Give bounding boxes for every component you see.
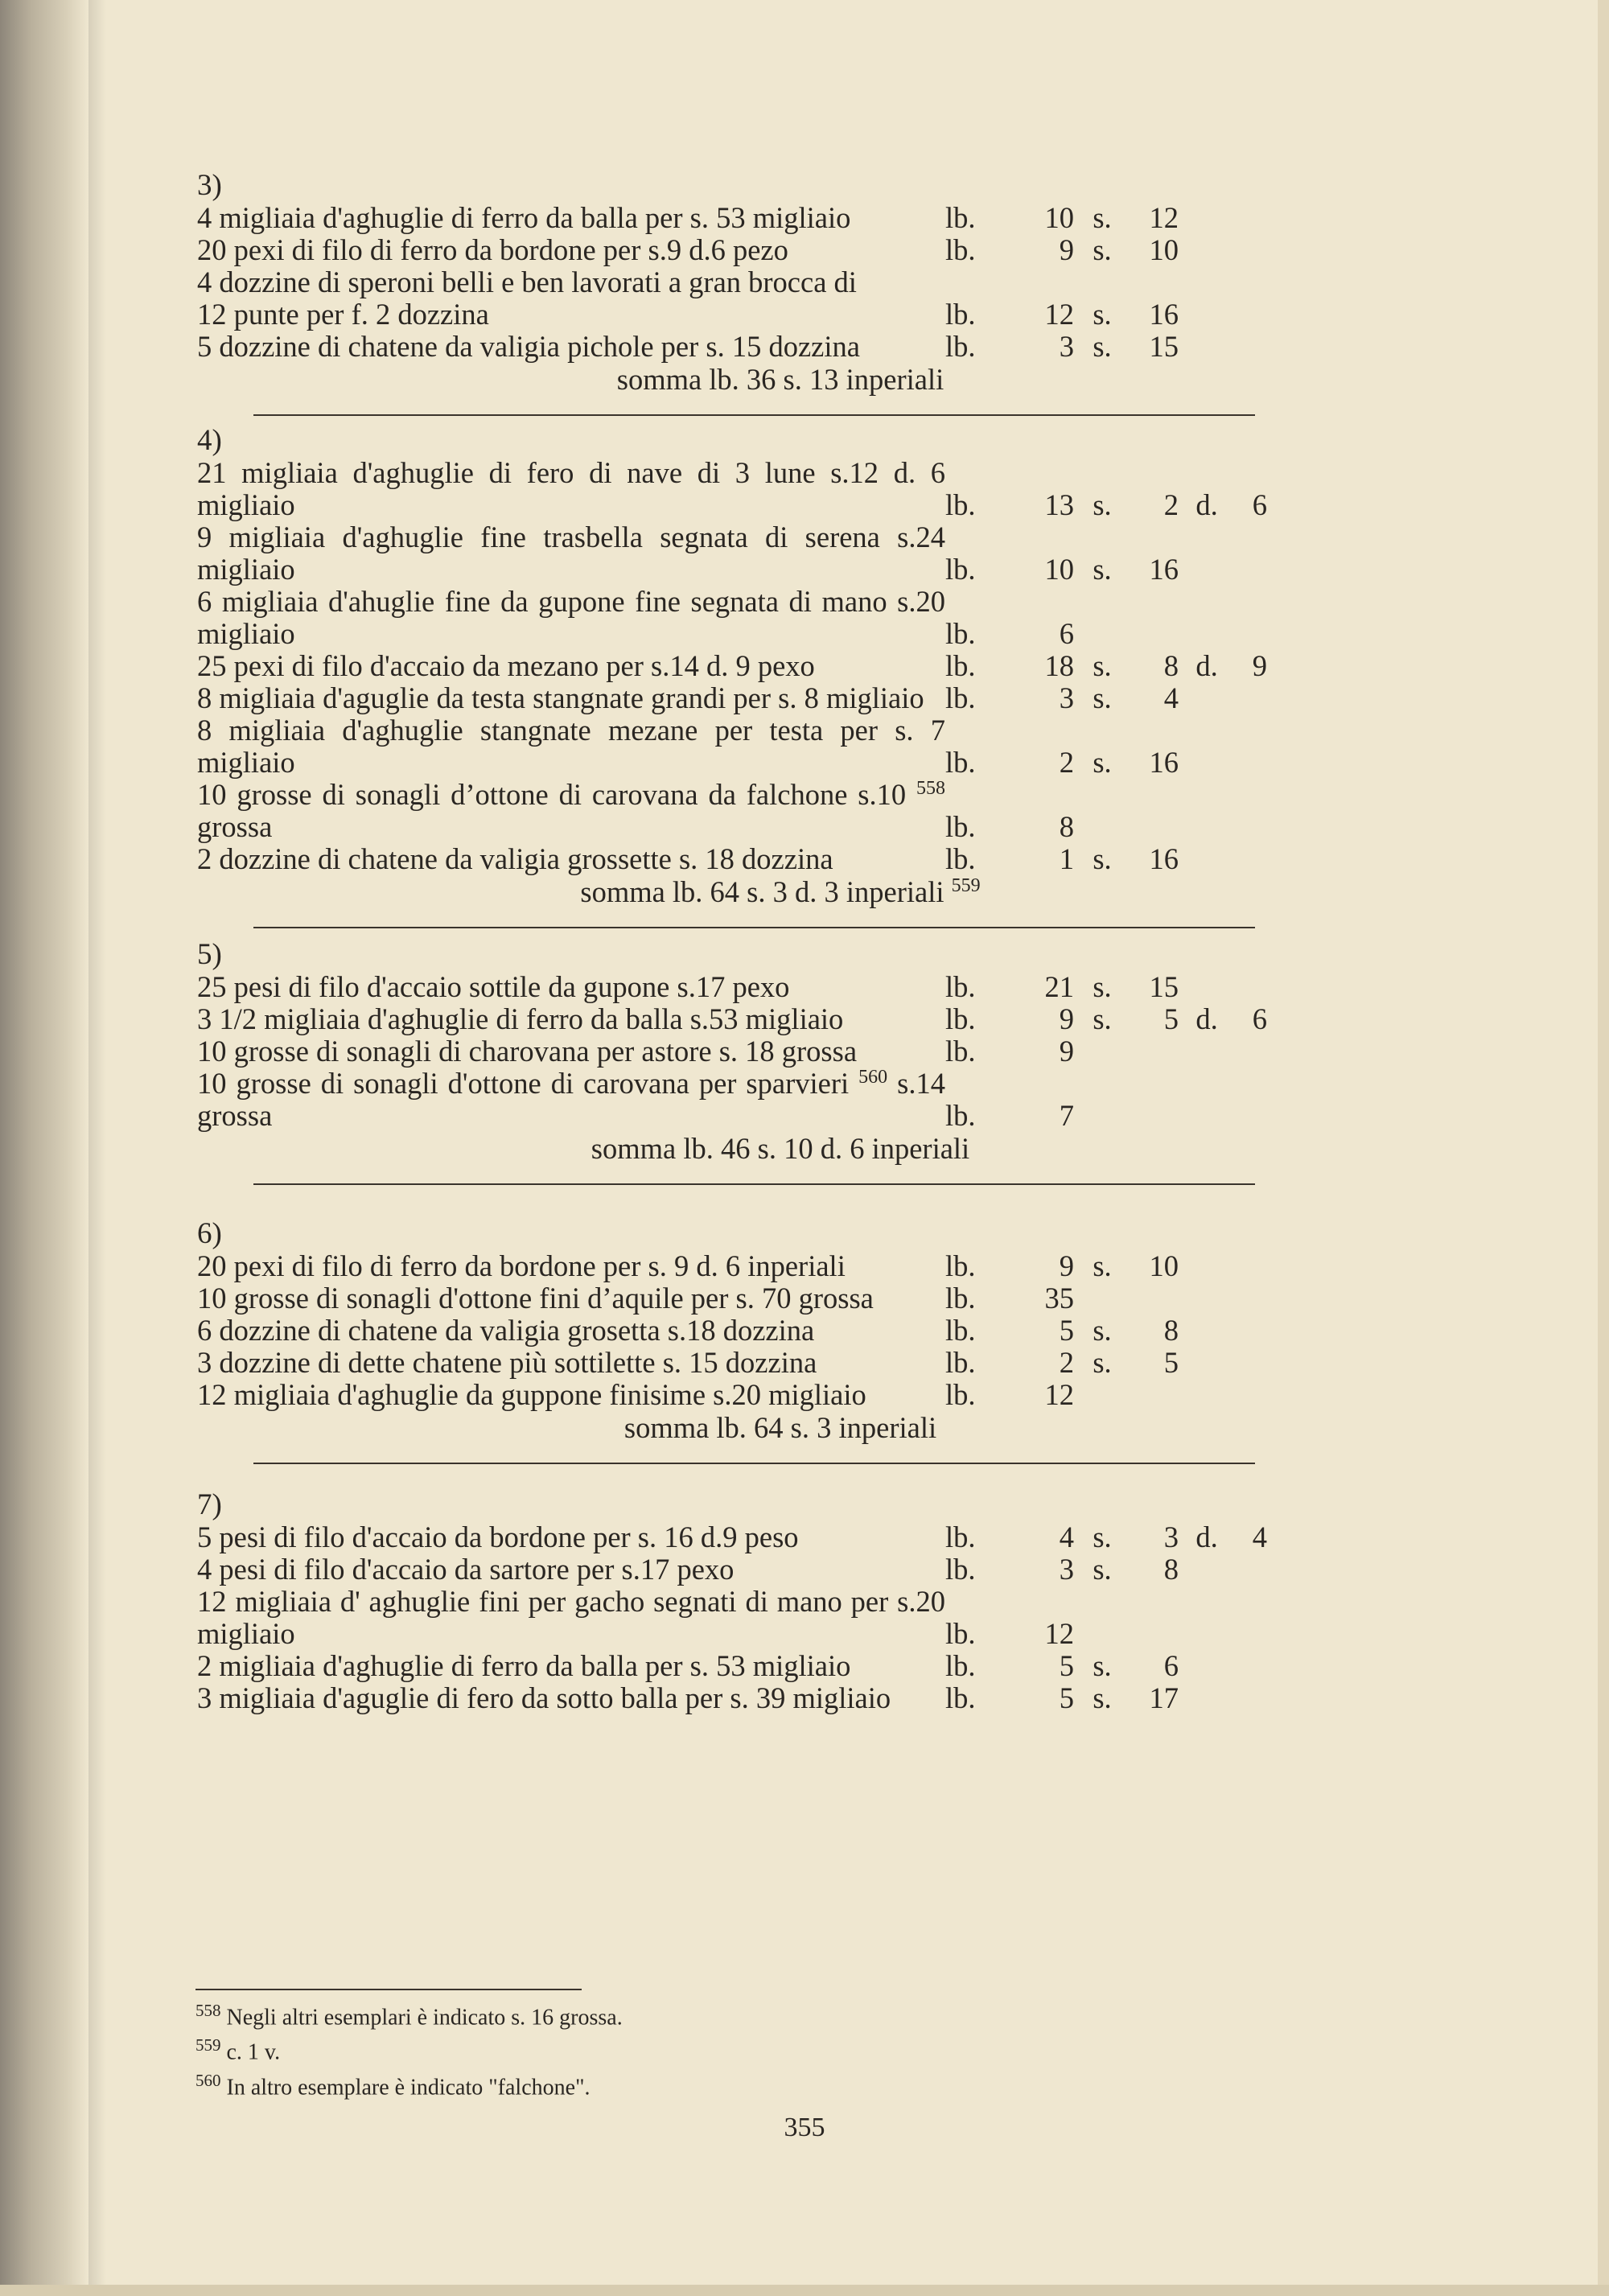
entry-amount — [945, 650, 1267, 682]
entry-list — [197, 1521, 1267, 1714]
entry-amount — [945, 618, 1267, 650]
entry-amount — [945, 1315, 1267, 1347]
entry-description: 2 migliaia d'aghuglie di ferro da balla per s. 53 migliaio — [197, 1649, 851, 1682]
entry-description: 10 grosse di sonagli d'ottone di carovana per sparvieri $^{560}$ s.14 grossa — [197, 1066, 945, 1132]
entry-amount — [945, 1682, 1267, 1714]
lira-unit: lb. — [945, 298, 976, 331]
page-number: 355 — [784, 2113, 825, 2142]
soldi-value — [1130, 1282, 1179, 1315]
denari-unit — [1179, 1650, 1235, 1682]
soldi-value: 10 — [1149, 1249, 1179, 1282]
footnote-number: 558 — [195, 2001, 221, 2020]
soldi-value: 16 — [1149, 842, 1179, 875]
section-rule — [253, 1183, 1255, 1185]
lira-value: 21 — [1044, 970, 1074, 1003]
ledger-entry — [197, 1347, 1267, 1379]
denari-value — [1235, 1618, 1267, 1650]
denari-unit — [1179, 618, 1235, 650]
ledger-entry — [197, 1315, 1267, 1347]
entry-list — [197, 457, 1267, 875]
entry-description: 4 dozzine di speroni belli e ben lavorati a gran brocca di — [197, 265, 857, 298]
ledger-entry — [197, 457, 1267, 521]
lira-value: 5 — [1059, 1681, 1074, 1714]
soldi-unit — [1074, 811, 1130, 843]
entry-description: 10 grosse di sonagli di charovana per astore s. 18 grossa — [197, 1035, 858, 1068]
denari-value — [1235, 1315, 1267, 1347]
ledger-entry — [197, 521, 1267, 586]
ledger-entry — [197, 1379, 1267, 1411]
entry-list — [197, 1250, 1267, 1411]
section-number: 7) — [197, 1488, 222, 1521]
entry-description: 12 migliaia d'aghuglie da guppone finisime s.20 migliaio — [197, 1378, 866, 1411]
lira-value: 3 — [1059, 1553, 1074, 1586]
denari-unit — [1179, 1250, 1235, 1282]
ledger-entry — [197, 202, 1267, 234]
footnote-ref: 560 — [858, 1066, 888, 1088]
footnote-number: 560 — [195, 2070, 221, 2090]
entry-amount — [945, 1650, 1267, 1682]
entry-description: 20 pexi di filo di ferro da bordone per s. 9 d. 6 inperiali — [197, 1249, 846, 1282]
entry-amount — [945, 298, 1267, 331]
soldi-unit — [1074, 618, 1130, 650]
section-total: somma lb. 64 s. 3 d. 3 inperiali $^{559}$ — [580, 874, 981, 908]
entry-description: 12 migliaia d' aghuglie fini per gacho segnati di mano per s.20 migliaio — [197, 1585, 945, 1650]
entry-amount — [945, 1553, 1267, 1586]
lira-unit: lb. — [945, 1553, 976, 1586]
lira-value: 12 — [1044, 298, 1074, 331]
denari-unit — [1179, 1100, 1235, 1132]
soldi-unit: s. — [1093, 649, 1112, 682]
section-total: somma lb. 36 s. 13 inperiali — [616, 363, 944, 396]
denari-value — [1235, 1100, 1267, 1132]
page-edge-right — [1598, 0, 1609, 2296]
denari-value — [1235, 1347, 1267, 1379]
ledger-entry — [197, 1250, 1267, 1282]
lira-value: 12 — [1044, 1617, 1074, 1650]
denari-unit — [1179, 971, 1235, 1003]
entry-description: 3 1/2 migliaia d'aghuglie di ferro da balla s.53 migliaio — [197, 1002, 844, 1035]
entry-amount — [945, 843, 1267, 875]
soldi-unit — [1074, 1618, 1130, 1650]
section-total: somma lb. 46 s. 10 d. 6 inperiali — [591, 1132, 970, 1165]
soldi-value: 17 — [1149, 1681, 1179, 1714]
entry-description: 5 pesi di filo d'accaio da bordone per s. 16 d.9 peso — [197, 1520, 799, 1553]
denari-unit: d. — [1195, 488, 1218, 521]
soldi-value: 16 — [1149, 553, 1179, 586]
denari-unit — [1179, 553, 1235, 586]
ledger-entry — [197, 682, 1267, 714]
denari-value — [1235, 553, 1267, 586]
entry-amount — [945, 234, 1267, 266]
soldi-value: 8 — [1163, 649, 1179, 682]
entry-description: 21 migliaia d'aghuglie di fero di nave di 3 lune s.12 d. 6 migliaio — [197, 456, 945, 521]
footnote-ref: 559 — [951, 874, 981, 896]
soldi-value: 8 — [1163, 1314, 1179, 1347]
lira-unit: lb. — [945, 1249, 976, 1282]
page-fold-shadow — [88, 0, 106, 2296]
lira-unit: lb. — [945, 553, 976, 586]
footnotes — [195, 1997, 623, 2101]
entry-list — [197, 202, 1267, 363]
footnote-text: Negli altri esemplari è indicato s. 16 grossa. — [220, 2005, 623, 2031]
ledger-entry — [197, 1586, 1267, 1650]
denari-unit: d. — [1195, 1520, 1218, 1553]
lira-unit: lb. — [945, 842, 976, 875]
footnote — [195, 2067, 623, 2101]
section-rule — [253, 927, 1255, 928]
soldi-value: 5 — [1163, 1346, 1179, 1379]
lira-unit: lb. — [945, 1617, 976, 1650]
soldi-unit: s. — [1093, 1346, 1112, 1379]
denari-value — [1235, 234, 1267, 266]
section-rule — [253, 414, 1255, 416]
lira-unit: lb. — [945, 681, 976, 714]
denari-value — [1235, 618, 1267, 650]
section-number: 6) — [197, 1217, 222, 1250]
ledger-entry — [197, 779, 1267, 843]
ledger-entry — [197, 586, 1267, 650]
denari-unit — [1179, 234, 1235, 266]
ledger-entry — [197, 971, 1267, 1003]
lira-unit: lb. — [945, 1035, 976, 1068]
lira-value: 3 — [1059, 330, 1074, 363]
soldi-unit: s. — [1093, 970, 1112, 1003]
denari-value — [1235, 971, 1267, 1003]
section-total: somma lb. 64 s. 3 inperiali — [623, 1411, 937, 1444]
footnote-rule — [195, 1989, 582, 1990]
entry-description: 3 dozzine di dette chatene più sottilette s. 15 dozzina — [197, 1346, 817, 1379]
soldi-value: 15 — [1149, 970, 1179, 1003]
lira-value: 35 — [1044, 1282, 1074, 1315]
lira-value: 12 — [1044, 1378, 1074, 1411]
entry-amount — [945, 1618, 1267, 1650]
soldi-value — [1130, 1035, 1179, 1068]
lira-unit: lb. — [945, 649, 976, 682]
denari-unit — [1179, 843, 1235, 875]
soldi-value — [1130, 811, 1179, 843]
entry-description: 3 migliaia d'aguglie di fero da sotto balla per s. 39 migliaio — [197, 1681, 891, 1714]
ledger-entry — [197, 331, 1267, 363]
entry-description: 25 pexi di filo d'accaio da mezano per s.14 d. 9 pexo — [197, 649, 815, 682]
lira-value: 8 — [1059, 810, 1074, 843]
denari-unit: d. — [1195, 649, 1218, 682]
entry-amount — [945, 682, 1267, 714]
ledger-entry — [197, 843, 1267, 875]
entry-amount — [945, 1250, 1267, 1282]
entry-description: 8 migliaia d'aghuglie stangnate mezane per testa per s. 7 migliaio — [197, 714, 945, 779]
soldi-unit — [1074, 1100, 1130, 1132]
soldi-unit: s. — [1093, 681, 1112, 714]
denari-unit — [1179, 1347, 1235, 1379]
soldi-unit — [1074, 1282, 1130, 1315]
entry-amount — [945, 1100, 1267, 1132]
entry-description: 8 migliaia d'aguglie da testa stangnate grandi per s. 8 migliaio — [197, 681, 924, 714]
lira-unit: lb. — [945, 1282, 976, 1315]
soldi-value: 12 — [1149, 201, 1179, 234]
entry-amount — [945, 747, 1267, 779]
soldi-value: 8 — [1163, 1553, 1179, 1586]
denari-value — [1235, 1035, 1267, 1068]
denari-value — [1235, 747, 1267, 779]
ledger-section — [197, 1217, 1267, 1464]
denari-value: 6 — [1252, 488, 1267, 521]
lira-value: 10 — [1044, 201, 1074, 234]
ledger-entry — [197, 1521, 1267, 1553]
denari-unit — [1179, 682, 1235, 714]
denari-unit — [1179, 1379, 1235, 1411]
soldi-unit: s. — [1093, 1649, 1112, 1682]
entry-amount — [945, 202, 1267, 234]
entry-description: 4 pesi di filo d'accaio da sartore per s.17 pexo — [197, 1553, 735, 1586]
denari-value — [1235, 1379, 1267, 1411]
lira-unit: lb. — [945, 488, 976, 521]
soldi-value: 15 — [1149, 330, 1179, 363]
ledger-section — [197, 1488, 1267, 1714]
lira-value: 9 — [1059, 233, 1074, 266]
soldi-value: 10 — [1149, 233, 1179, 266]
denari-value — [1235, 202, 1267, 234]
denari-unit — [1179, 1553, 1235, 1586]
footnote-ref: 558 — [916, 777, 945, 799]
entry-description: 6 migliaia d'ahuglie fine da gupone fine segnata di mano s.20 migliaio — [197, 585, 945, 650]
denari-value — [1235, 843, 1267, 875]
footnote-number: 559 — [195, 2035, 221, 2055]
soldi-unit: s. — [1093, 842, 1112, 875]
ledger-entry — [197, 1068, 1267, 1132]
lira-unit: lb. — [945, 1314, 976, 1347]
lira-value: 18 — [1044, 649, 1074, 682]
denari-value — [1235, 298, 1267, 331]
lira-unit: lb. — [945, 1378, 976, 1411]
denari-unit — [1179, 811, 1235, 843]
section-number: 4) — [197, 424, 222, 457]
denari-value: 4 — [1252, 1520, 1267, 1553]
ledger-entry — [197, 650, 1267, 682]
section-rule — [253, 1463, 1255, 1464]
entry-amount — [945, 811, 1267, 843]
denari-value: 6 — [1252, 1002, 1267, 1035]
lira-value: 1 — [1059, 842, 1074, 875]
denari-value — [1235, 811, 1267, 843]
denari-unit — [1179, 1618, 1235, 1650]
book-gutter — [0, 0, 88, 2296]
soldi-value: 3 — [1163, 1520, 1179, 1553]
soldi-unit: s. — [1093, 746, 1112, 779]
ledger-section — [197, 169, 1267, 416]
lira-unit: lb. — [945, 746, 976, 779]
denari-value — [1235, 1250, 1267, 1282]
ledger-section — [197, 424, 1267, 928]
ledger-entry — [197, 1035, 1267, 1068]
soldi-unit: s. — [1093, 488, 1112, 521]
denari-unit — [1179, 331, 1235, 363]
entry-amount — [945, 1521, 1267, 1553]
lira-unit: lb. — [945, 1681, 976, 1714]
denari-unit: d. — [1195, 1002, 1218, 1035]
lira-value: 10 — [1044, 553, 1074, 586]
denari-unit — [1179, 298, 1235, 331]
soldi-unit: s. — [1093, 298, 1112, 331]
denari-value — [1235, 1553, 1267, 1586]
lira-value: 5 — [1059, 1649, 1074, 1682]
soldi-value — [1130, 1618, 1179, 1650]
entry-amount — [945, 1282, 1267, 1315]
lira-unit: lb. — [945, 1346, 976, 1379]
lira-unit: lb. — [945, 1099, 976, 1132]
soldi-value — [1130, 618, 1179, 650]
entry-description: 25 pesi di filo d'accaio sottile da gupone s.17 pexo — [197, 970, 790, 1003]
soldi-unit — [1074, 1035, 1130, 1068]
lira-unit: lb. — [945, 970, 976, 1003]
entry-amount — [945, 489, 1267, 521]
lira-value: 9 — [1059, 1249, 1074, 1282]
ledger-entry — [197, 1682, 1267, 1714]
denari-unit — [1179, 1035, 1235, 1068]
lira-value: 13 — [1044, 488, 1074, 521]
footnote — [195, 1997, 623, 2031]
soldi-unit: s. — [1093, 1314, 1112, 1347]
ledger-entry — [197, 1650, 1267, 1682]
denari-value: 9 — [1252, 649, 1267, 682]
soldi-value: 6 — [1163, 1649, 1179, 1682]
ledger-entry — [197, 266, 1267, 298]
lira-unit: lb. — [945, 201, 976, 234]
soldi-unit: s. — [1093, 1249, 1112, 1282]
lira-unit: lb. — [945, 810, 976, 843]
lira-value: 9 — [1059, 1002, 1074, 1035]
section-number: 3) — [197, 169, 222, 202]
entry-amount — [945, 331, 1267, 363]
entry-description: 10 grosse di sonagli d’ottone di carovana da falchone s.10 $^{558}$ grossa — [197, 777, 945, 843]
entry-list — [197, 971, 1267, 1132]
entry-amount — [945, 553, 1267, 586]
denari-value — [1235, 1282, 1267, 1315]
ledger-entry — [197, 298, 1267, 331]
entry-amount — [945, 971, 1267, 1003]
lira-value: 5 — [1059, 1314, 1074, 1347]
entry-amount — [945, 1347, 1267, 1379]
soldi-value: 5 — [1163, 1002, 1179, 1035]
denari-unit — [1179, 1315, 1235, 1347]
entry-description: 6 dozzine di chatene da valigia grosetta s.18 dozzina — [197, 1314, 815, 1347]
soldi-value: 16 — [1149, 298, 1179, 331]
entry-amount — [945, 1379, 1267, 1411]
lira-value: 7 — [1059, 1099, 1074, 1132]
footnote-text: c. 1 v. — [220, 2039, 281, 2065]
soldi-value — [1130, 1100, 1179, 1132]
entry-description: 4 migliaia d'aghuglie di ferro da balla per s. 53 migliaio — [197, 201, 851, 234]
lira-value: 4 — [1059, 1520, 1074, 1553]
lira-unit: lb. — [945, 617, 976, 650]
denari-unit — [1179, 747, 1235, 779]
entry-amount — [945, 1035, 1267, 1068]
denari-value — [1235, 1682, 1267, 1714]
entry-description: 20 pexi di filo di ferro da bordone per s.9 d.6 pezo — [197, 233, 788, 266]
footnote — [195, 2031, 623, 2066]
section-number: 5) — [197, 938, 222, 971]
ledger-entry — [197, 1282, 1267, 1315]
ledger-section — [197, 938, 1267, 1185]
entry-description: 2 dozzine di chatene da valigia grossette s. 18 dozzina — [197, 842, 833, 875]
entry-description: 10 grosse di sonagli d'ottone fini d’aquile per s. 70 grossa — [197, 1282, 874, 1315]
denari-unit — [1179, 202, 1235, 234]
ledger-entry — [197, 234, 1267, 266]
soldi-unit: s. — [1093, 201, 1112, 234]
soldi-unit: s. — [1093, 1002, 1112, 1035]
lira-value: 3 — [1059, 681, 1074, 714]
soldi-unit — [1074, 1379, 1130, 1411]
lira-unit: lb. — [945, 1002, 976, 1035]
entry-amount — [945, 1003, 1267, 1035]
ledger-body — [197, 169, 1267, 1714]
ledger-entry — [197, 1003, 1267, 1035]
soldi-value: 16 — [1149, 746, 1179, 779]
denari-unit — [1179, 1282, 1235, 1315]
lira-value: 9 — [1059, 1035, 1074, 1068]
soldi-unit: s. — [1093, 330, 1112, 363]
lira-value: 2 — [1059, 746, 1074, 779]
soldi-unit: s. — [1093, 1520, 1112, 1553]
entry-description: 9 migliaia d'aghuglie fine trasbella segnata di serena s.24 migliaio — [197, 521, 945, 586]
lira-value: 6 — [1059, 617, 1074, 650]
lira-unit: lb. — [945, 1649, 976, 1682]
soldi-unit: s. — [1093, 233, 1112, 266]
lira-unit: lb. — [945, 1520, 976, 1553]
soldi-value: 2 — [1163, 488, 1179, 521]
denari-value — [1235, 682, 1267, 714]
entry-description: 12 punte per f. 2 dozzina — [197, 298, 489, 331]
soldi-unit: s. — [1093, 1553, 1112, 1586]
entry-description: 5 dozzine di chatene da valigia pichole per s. 15 dozzina — [197, 330, 860, 363]
ledger-entry — [197, 714, 1267, 779]
denari-value — [1235, 331, 1267, 363]
denari-value — [1235, 1650, 1267, 1682]
page-edge-bottom — [0, 2285, 1609, 2296]
soldi-value: 4 — [1163, 681, 1179, 714]
footnote-text: In altro esemplare è indicato "falchone". — [220, 2074, 591, 2100]
denari-unit — [1179, 1682, 1235, 1714]
soldi-unit: s. — [1093, 1681, 1112, 1714]
lira-value: 2 — [1059, 1346, 1074, 1379]
lira-unit: lb. — [945, 330, 976, 363]
lira-unit: lb. — [945, 233, 976, 266]
soldi-unit: s. — [1093, 553, 1112, 586]
ledger-entry — [197, 1553, 1267, 1586]
soldi-value — [1130, 1379, 1179, 1411]
